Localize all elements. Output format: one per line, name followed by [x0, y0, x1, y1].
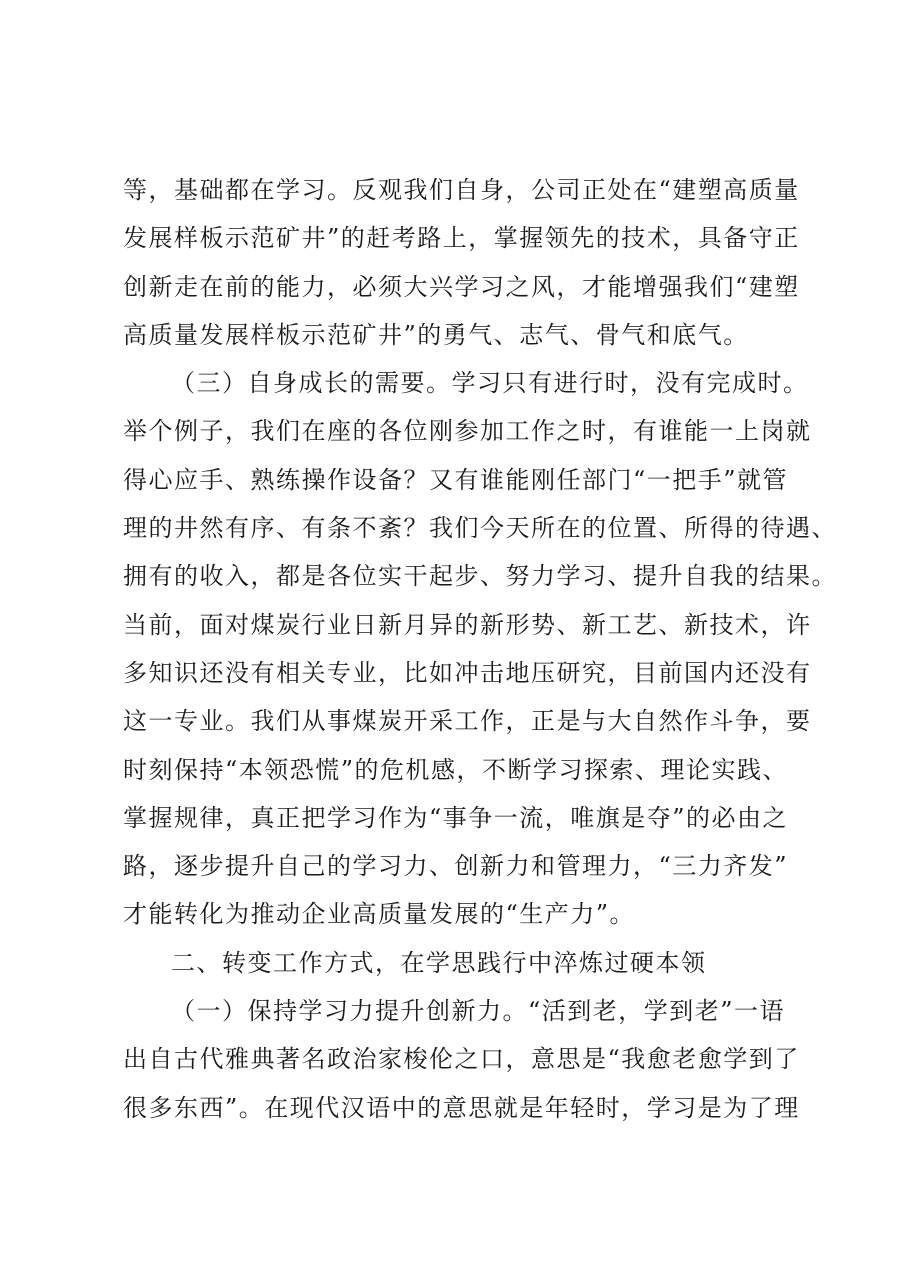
text-line: 发展样板示范矿井”的赶考路上，掌握领先的技术，具备守正: [123, 224, 800, 253]
text-line: 创新走在前的能力，必须大兴学习之风，才能增强我们“建塑: [123, 272, 800, 301]
text-line: 多知识还没有相关专业，比如冲击地压研究，目前国内还没有: [123, 658, 812, 687]
paragraph-start-line: （一）保持学习力提升创新力。“活到老，学到老”一语: [171, 997, 786, 1026]
text-line: 很多东西”。在现代汉语中的意思就是年轻时，学习是为了理: [123, 1093, 800, 1122]
text-line: 等，基础都在学习。反观我们自身，公司正处在“建塑高质量: [123, 176, 800, 204]
text-line: 这一专业。我们从事煤炭开采工作，正是与大自然作斗争，要: [123, 707, 812, 736]
text-line: 才能转化为推动企业高质量发展的“生产力”。: [123, 900, 636, 929]
text-line: 掌握规律，真正把学习作为“事争一流，唯旗是夺”的必由之: [123, 803, 789, 832]
text-line: 路，逐步提升自己的学习力、创新力和管理力，“三力齐发”: [123, 852, 789, 881]
text-line: 出自古代雅典著名政治家梭伦之口，意思是“我愈老愈学到了: [123, 1045, 800, 1074]
section-heading: 二、转变工作方式，在学思践行中淬炼过硬本领: [171, 948, 707, 977]
text-line: 高质量发展样板示范矿井”的勇气、志气、骨气和底气。: [123, 320, 749, 349]
text-line: 时刻保持“本领恐慌”的危机感，不断学习探索、理论实践、: [123, 755, 789, 784]
body-text: [123, 166, 837, 1132]
text-line: 举个例子，我们在座的各位刚参加工作之时，有谁能一上岗就: [123, 417, 812, 446]
text-line: 得心应手、熟练操作设备？又有谁能刚任部门“一把手”就管: [123, 465, 789, 494]
text-line: 当前，面对煤炭行业日新月异的新形势、新工艺、新技术，许: [123, 610, 812, 639]
paragraph-start-line: （三）自身成长的需要。学习只有进行时，没有完成时。: [171, 369, 809, 398]
text-line: 拥有的收入，都是各位实干起步、努力学习、提升自我的结果。: [123, 562, 837, 591]
text-line: 理的井然有序、有条不紊？我们今天所在的位置、所得的待遇、: [123, 514, 837, 543]
